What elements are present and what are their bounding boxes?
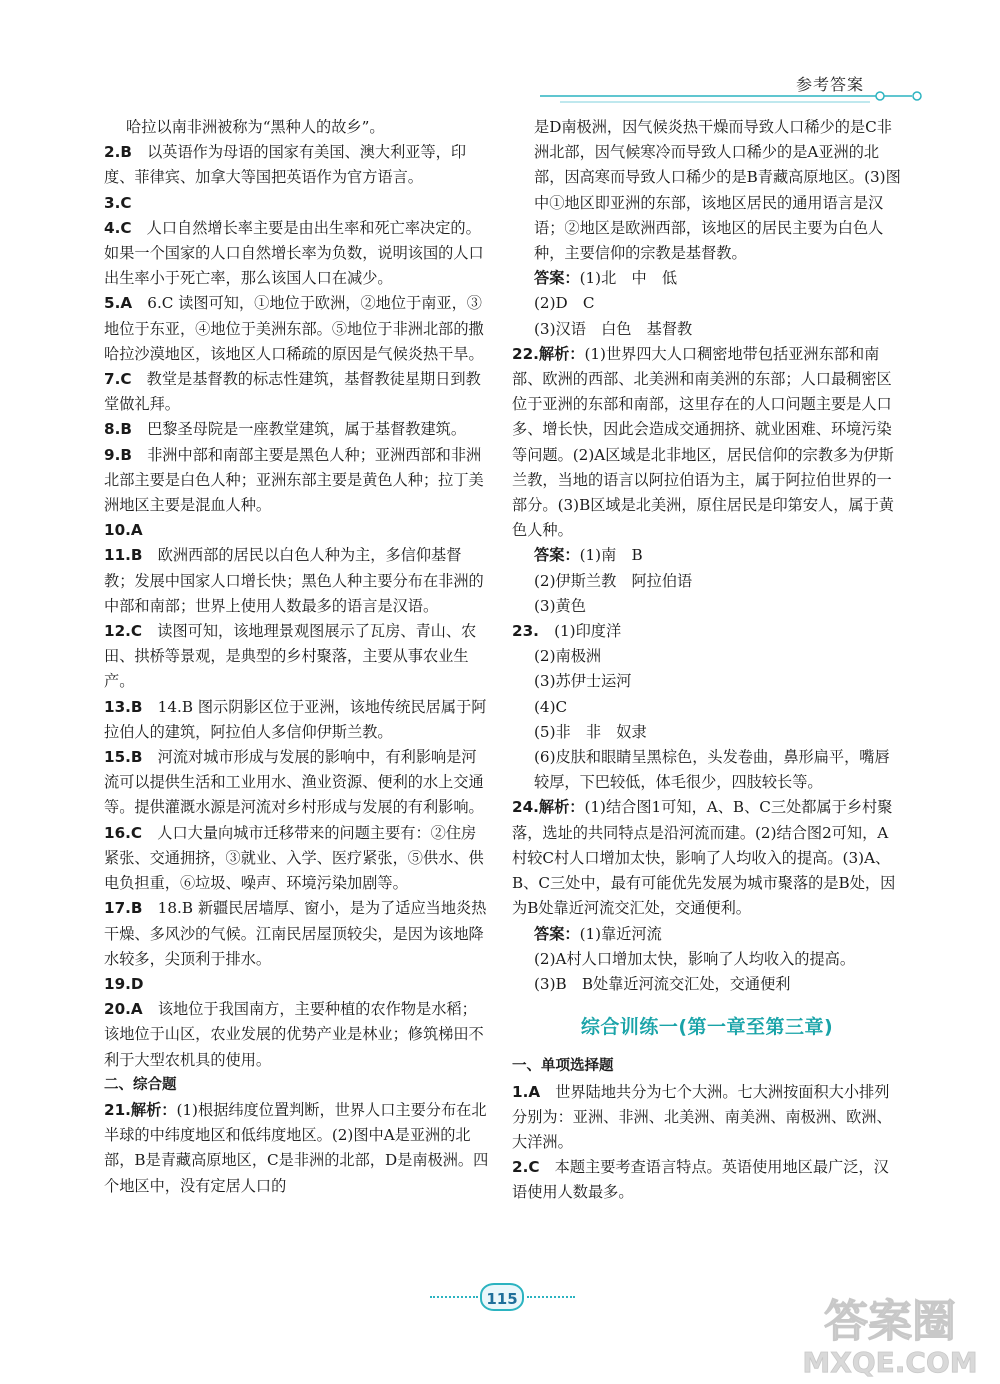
answer-item	[512, 972, 902, 997]
answer-text: (3)B B处靠近河流交汇处，交通便利	[534, 974, 791, 993]
answer-item	[104, 619, 490, 695]
answer-text: (2)伊斯兰教 阿拉伯语	[534, 571, 693, 590]
answer-item	[104, 972, 490, 997]
answer-item	[512, 795, 902, 921]
answer-item	[512, 1155, 902, 1205]
answer-text: (3)苏伊士运河	[534, 672, 632, 691]
question-number: 13.B	[104, 697, 143, 716]
answer-text: (1)靠近河流	[579, 924, 662, 943]
answer-item	[512, 720, 902, 745]
question-number: 5.A	[104, 294, 133, 313]
answer-text: (1)结合图1可知，A、B、C三处都属于乡村聚落，选址的共同特点是沿河流而建。(2)结合图2可知，A村较C村人口增加太快，影响了人均收入的提高。(3)A、B、C三处中，最有可能优先发展为城市聚落的是B处，因为B处靠近河流交汇处，交通便利。	[512, 798, 896, 918]
answer-item	[104, 695, 490, 745]
answer-item	[104, 1098, 490, 1199]
question-number: 22.	[512, 344, 539, 363]
page-number: 115	[480, 1283, 524, 1311]
answer-item	[104, 518, 490, 543]
answer-item	[104, 443, 490, 519]
answer-item	[512, 1080, 902, 1156]
answer-item	[512, 594, 902, 619]
answer-text: 巴黎圣母院是一座教堂建筑，属于基督教建筑。	[147, 420, 467, 439]
answer-item	[104, 291, 490, 367]
answer-item	[512, 569, 902, 594]
question-number: 19.D	[104, 974, 144, 993]
answer-text: (5)非 非 奴隶	[534, 722, 647, 741]
answer-label: 解析：	[538, 798, 585, 817]
answer-text: (2)D C	[534, 294, 595, 313]
answer-item	[104, 417, 490, 442]
question-number: 20.A	[104, 1000, 143, 1019]
answer-text: (1)印度洋	[554, 622, 622, 641]
question-number: 1.A	[512, 1082, 541, 1101]
answer-label: 解析：	[538, 344, 585, 363]
answer-item	[512, 947, 902, 972]
answer-label: 解析：	[130, 1100, 177, 1119]
answer-item	[512, 644, 902, 669]
answer-item	[512, 291, 902, 316]
answer-text: (1)南 B	[579, 546, 643, 565]
answer-label: 答案：	[534, 269, 580, 288]
answer-item	[512, 342, 902, 544]
answer-text: 人口大量向城市迁移带来的问题主要有：②住房紧张、交通拥挤，③就业、入学、医疗紧张，⑤供水、供电负担重，⑥垃圾、噪声、环境污染加剧等。	[104, 823, 484, 893]
question-number: 17.B	[104, 899, 143, 918]
answer-item	[512, 317, 902, 342]
answer-item	[512, 115, 902, 266]
header-decoration	[540, 86, 935, 110]
answer-text: 以英语作为母语的国家有美国、澳大利亚等，印度、菲律宾、加拿大等国把英语作为官方语言。	[104, 143, 467, 187]
answer-text: 14.B 图示阴影区位于亚洲，该地传统民居属于阿拉伯人的建筑，阿拉伯人多信仰伊斯兰教。	[104, 697, 487, 741]
answer-label: 答案：	[534, 546, 580, 565]
answer-item	[104, 115, 490, 140]
question-number: 3.C	[104, 193, 132, 212]
right-column	[512, 115, 902, 1206]
question-number: 24.	[512, 798, 539, 817]
answer-text: (4)C	[534, 697, 568, 716]
section-heading: 一、单项选择题	[512, 1058, 614, 1075]
answer-item	[512, 619, 902, 644]
answer-item	[104, 191, 490, 216]
answer-item	[104, 745, 490, 821]
answer-text: 6.C 读图可知，①地位于欧洲，②地位于南亚，③地位于东亚，④地位于美洲东部。⑤地位于非洲北部的撒哈拉沙漠地区，该地区人口稀疏的原因是气候炎热干旱。	[104, 294, 484, 363]
answer-item	[104, 896, 490, 972]
question-number: 15.B	[104, 748, 143, 767]
answer-text: 哈拉以南非洲被称为“黑种人的故乡”。	[126, 118, 385, 136]
answer-item	[104, 821, 490, 897]
answer-text: (1)北 中 低	[579, 269, 678, 288]
answer-text: 欧洲西部的居民以白色人种为主，多信仰基督教；发展中国家人口增长快；黑色人种主要分布在非洲的中部和南部；世界上使用人数最多的语言是汉语。	[104, 546, 484, 615]
question-number: 10.A	[104, 521, 143, 540]
question-number: 21.	[104, 1100, 131, 1119]
question-number: 12.C	[104, 622, 143, 641]
page-number-dots-left	[430, 1296, 478, 1298]
answer-text: (3)汉语 白色 基督教	[534, 319, 693, 338]
left-column	[104, 115, 490, 1199]
answer-item	[104, 543, 490, 619]
answer-item	[512, 745, 902, 795]
answer-item	[104, 997, 490, 1073]
question-number: 2.B	[104, 143, 132, 162]
question-number: 8.B	[104, 420, 132, 439]
answer-item	[512, 669, 902, 694]
answer-text: 人口自然增长率主要是由出生率和死亡率决定的。如果一个国家的人口自然增长率为负数，说明该国的人口出生率小于死亡率，那么该国人口在减少。	[104, 218, 484, 288]
answer-item	[512, 922, 902, 947]
answer-text: 读图可知，该地理景观图展示了瓦房、青山、农田、拱桥等景观，是典型的乡村聚落，主要从事农业生产。	[104, 622, 477, 691]
question-number: 16.C	[104, 823, 143, 842]
answer-item	[104, 216, 490, 292]
answer-text: 教堂是基督教的标志性建筑，基督教徒星期日到教堂做礼拜。	[104, 370, 481, 414]
answer-text: 该地位于我国南方，主要种植的农作物是水稻；该地位于山区，农业发展的优势产业是林业；修筑梯田不利于大型农机具的使用。	[104, 1000, 484, 1069]
answer-text: (1)世界四大人口稠密地带包括亚洲东部和南部、欧洲的西部、北美洲和南美洲的东部；人口最稠密区位于亚洲的东部和南部，这里存在的人口问题主要是人口多、增长快，因此会造成交通拥挤、就业困难、环境污染等问题。(2)A区域是北非地区，居民信仰的宗教多为伊斯兰教，当地的语言以阿拉伯语为主，属于阿拉伯世界的一部分。(3)B区域是北美洲，原住居民是印第安人，属于黄色人种。	[512, 344, 894, 540]
answer-label: 答案：	[534, 924, 580, 943]
question-number: 9.B	[104, 445, 132, 464]
answer-text: (2)A村人口增加太快，影响了人均收入的提高。	[534, 949, 856, 968]
answer-text: (1)根据纬度位置判断，世界人口主要分布在北半球的中纬度地区和低纬度地区。(2)图中A是亚洲的北部，B是青藏高原地区，C是非洲的北部，D是南极洲。四个地区中，没有定居人口的	[104, 1100, 489, 1195]
answer-item	[104, 367, 490, 417]
answer-text: 是D南极洲，因气候炎热干燥而导致人口稀少的是C非洲北部，因气候寒冷而导致人口稀少的是A亚洲的北部，因高寒而导致人口稀少的是B青藏高原地区。(3)图中①地区即亚洲的东部，该地区居民的通用语言是汉语；②地区是欧洲西部，该地区的居民主要为白色人种，主要信仰的宗教是基督教。	[534, 118, 901, 263]
question-number: 4.C	[104, 218, 132, 237]
watermark-line1: 答案圈	[824, 1296, 956, 1347]
answer-text: (6)皮肤和眼睛呈黑棕色，头发卷曲，鼻形扁平，嘴唇较厚，下巴较低，体毛很少，四肢较长等。	[534, 748, 890, 792]
answer-item	[512, 266, 902, 291]
page-number-dots-right	[527, 1296, 575, 1298]
question-number: 2.C	[512, 1158, 540, 1177]
answer-text: 18.B 新疆民居墙厚、窗小，是为了适应当地炎热干燥、多风沙的气候。江南民居屋顶较尖，是因为该地降水较多，尖顶利于排水。	[104, 899, 487, 968]
answer-item	[512, 543, 902, 568]
section-title: 综合训练一(第一章至第三章)	[580, 1016, 834, 1039]
answer-text: 世界陆地共分为七个大洲。七大洲按面积大小排列分别为：亚洲、非洲、北美洲、南美洲、南极洲、欧洲、大洋洲。	[512, 1082, 892, 1151]
section-heading: 二、综合题	[104, 1076, 177, 1093]
question-number: 7.C	[104, 370, 132, 389]
answer-text: (2)南极洲	[534, 647, 602, 666]
watermark-logo	[798, 1286, 983, 1378]
answer-text: 河流对城市形成与发展的影响中，有利影响是河流可以提供生活和工业用水、渔业资源、便利的水上交通等。提供灌溉水源是河流对乡村形成与发展的有利影响。	[104, 748, 484, 817]
question-number: 23.	[512, 622, 539, 641]
answer-text: 本题主要考查语言特点。英语使用地区最广泛，汉语使用人数最多。	[512, 1158, 889, 1202]
page-number-badge	[430, 1282, 575, 1312]
answer-text: 非洲中部和南部主要是黑色人种；亚洲西部和非洲北部主要是白色人种；亚洲东部主要是黄色人种；拉丁美洲地区主要是混血人种。	[104, 445, 484, 515]
watermark-line2: MXQE.COM	[802, 1346, 978, 1378]
answer-text: (3)黄色	[534, 596, 586, 615]
question-number: 11.B	[104, 546, 143, 565]
header-label: 参考答案	[796, 75, 865, 94]
answer-item	[512, 695, 902, 720]
answer-item	[104, 140, 490, 190]
